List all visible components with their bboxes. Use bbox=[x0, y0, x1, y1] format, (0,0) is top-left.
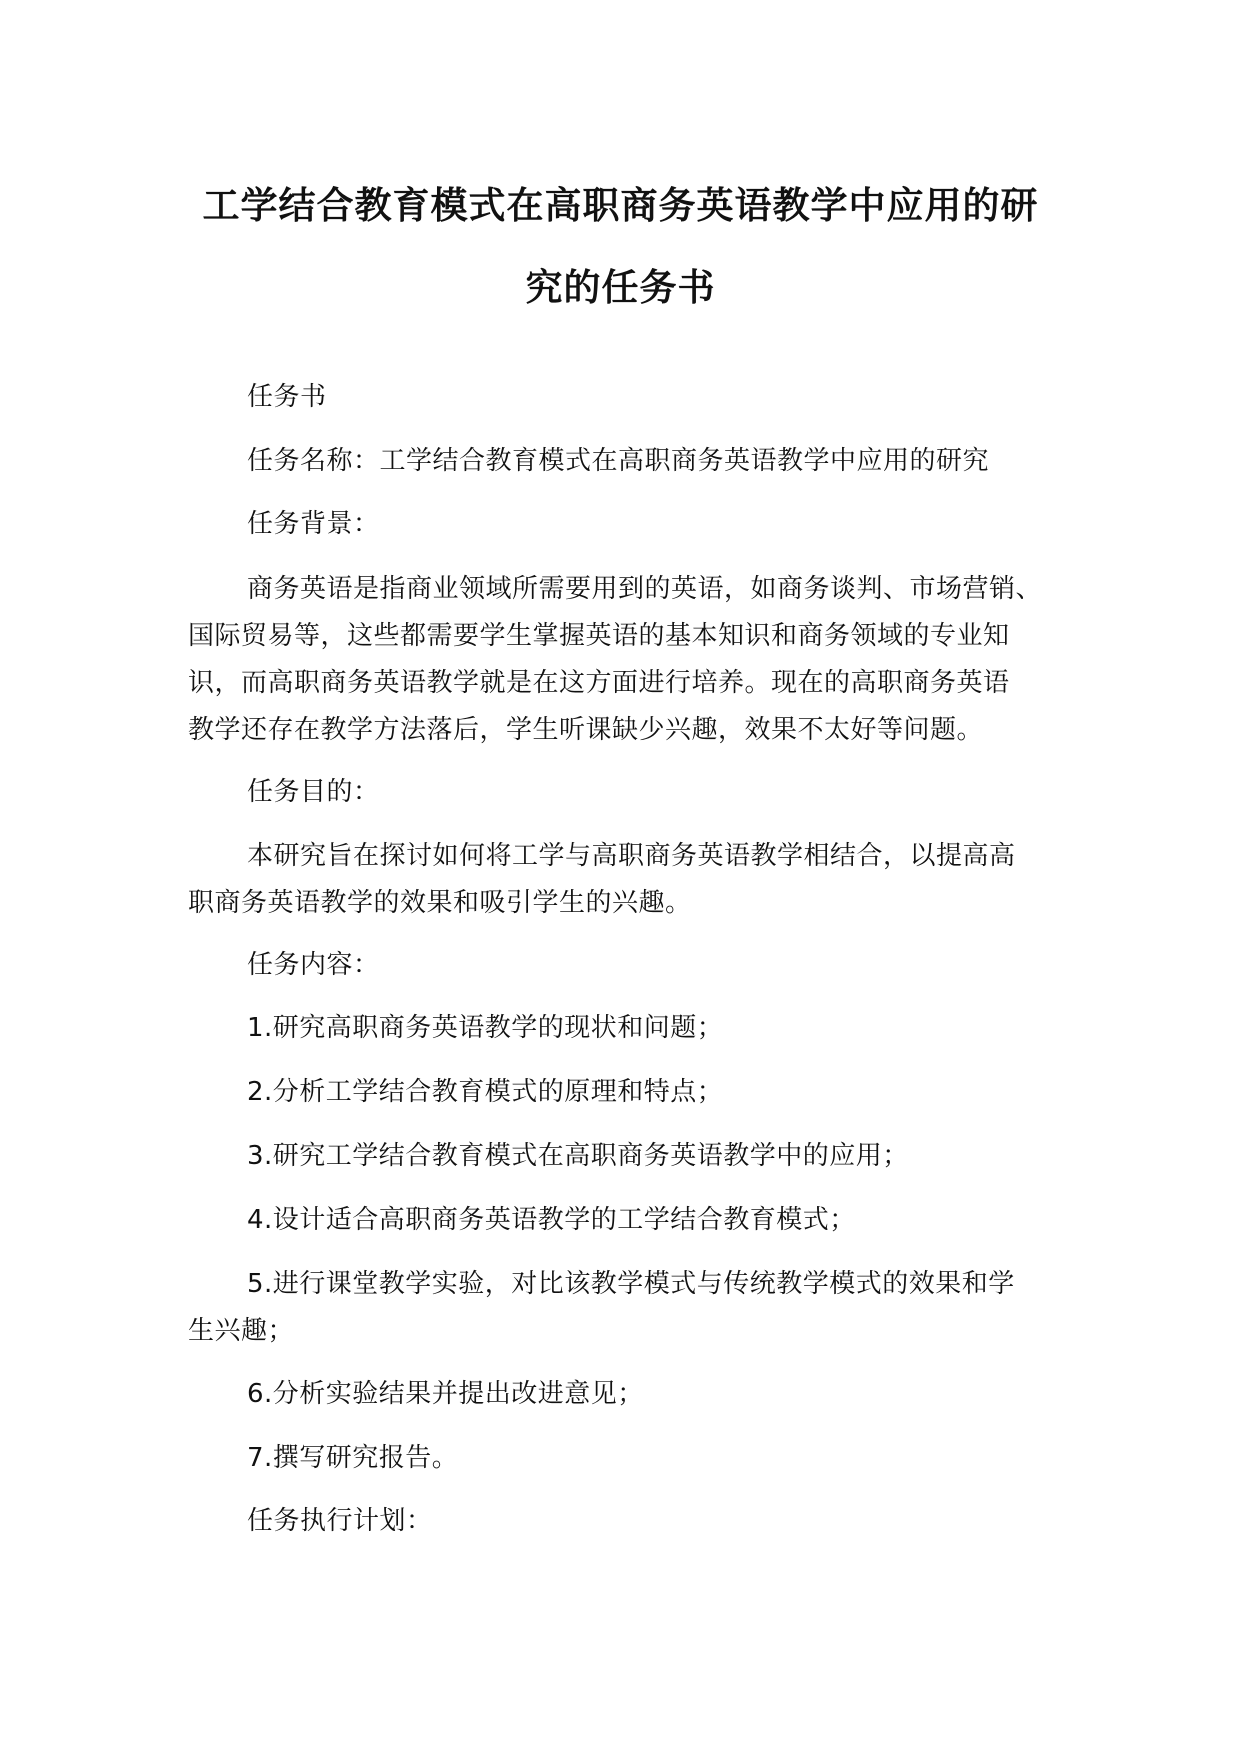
document-title-line-1: 工学结合教育模式在高职商务英语教学中应用的研 bbox=[202, 184, 1039, 227]
purpose-line: 职商务英语教学的效果和吸引学生的兴趣。 bbox=[188, 888, 692, 918]
content-item: 6.分析实验结果并提出改进意见； bbox=[247, 1379, 644, 1409]
content-item: 4.设计适合高职商务英语教学的工学结合教育模式； bbox=[247, 1205, 856, 1235]
content-item: 7.撰写研究报告。 bbox=[247, 1443, 459, 1473]
background-line: 识，而高职商务英语教学就是在这方面进行培养。现在的高职商务英语 bbox=[188, 668, 1010, 698]
plan-heading: 任务执行计划： bbox=[247, 1506, 433, 1536]
content-heading: 任务内容： bbox=[247, 950, 380, 980]
content-item: 5.进行课堂教学实验，对比该教学模式与传统教学模式的效果和学 bbox=[247, 1269, 1015, 1299]
purpose-heading: 任务目的： bbox=[247, 777, 380, 807]
task-heading: 任务书 bbox=[247, 382, 327, 412]
background-line: 商务英语是指商业领域所需要用到的英语，如商务谈判、市场营销、 bbox=[247, 574, 1043, 604]
content-item: 生兴趣； bbox=[188, 1316, 295, 1346]
content-item: 3.研究工学结合教育模式在高职商务英语教学中的应用； bbox=[247, 1141, 909, 1171]
task-name: 任务名称：工学结合教育模式在高职商务英语教学中应用的研究 bbox=[247, 446, 990, 476]
content-item: 1.研究高职商务英语教学的现状和问题； bbox=[247, 1013, 724, 1043]
background-heading: 任务背景： bbox=[247, 509, 380, 539]
purpose-line: 本研究旨在探讨如何将工学与高职商务英语教学相结合，以提高高 bbox=[247, 841, 1016, 871]
document-title-line-2: 究的任务书 bbox=[525, 266, 716, 309]
background-line: 教学还存在教学方法落后，学生听课缺少兴趣，效果不太好等问题。 bbox=[188, 715, 984, 745]
background-line: 国际贸易等，这些都需要学生掌握英语的基本知识和商务领域的专业知 bbox=[188, 621, 1010, 651]
content-item: 2.分析工学结合教育模式的原理和特点； bbox=[247, 1077, 724, 1107]
